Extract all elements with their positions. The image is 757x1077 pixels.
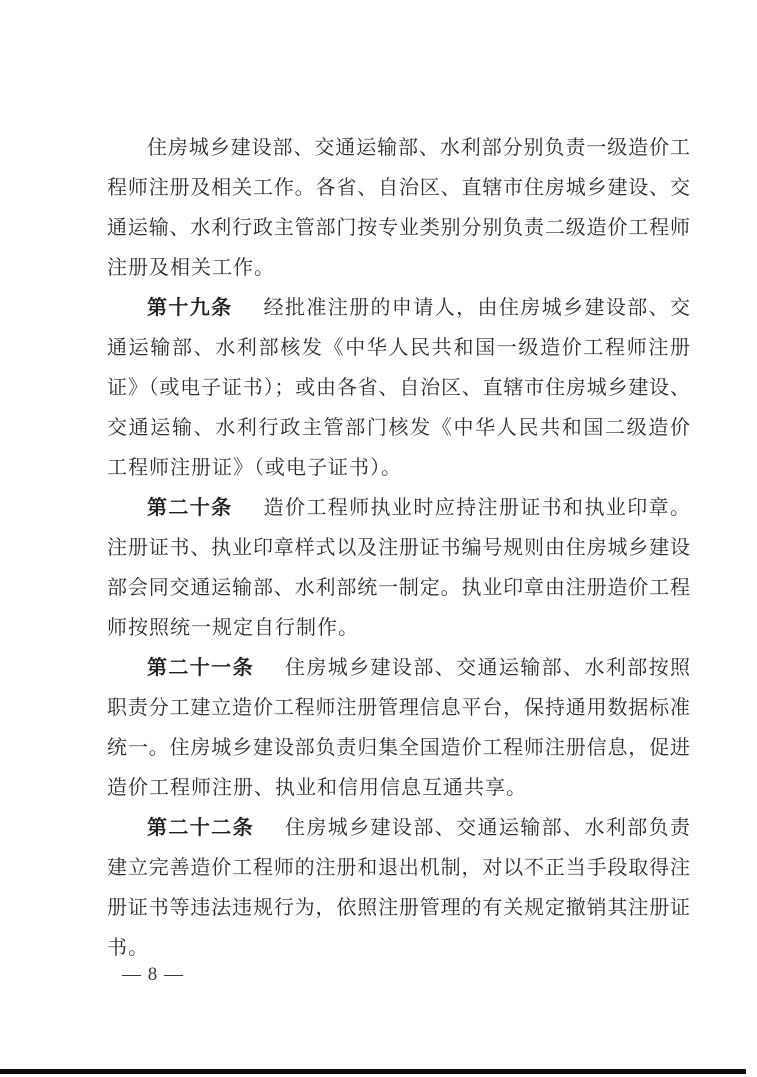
- text-line: [107, 408, 690, 448]
- text-line-content: 注册及相关工作。: [107, 257, 275, 279]
- text-line: [107, 128, 690, 168]
- page-number: — 8 —: [122, 964, 184, 985]
- text-line-content: 造价工程师注册、执业和信用信息互通共享。: [107, 777, 527, 799]
- page-bottom-scan-edge: [0, 1069, 746, 1074]
- text-line-content: 住房城乡建设部、交通运输部、水利部分别负责一级造价工: [147, 137, 690, 159]
- text-line-content: 统一。住房城乡建设部负责归集全国造价工程师注册信息，促进: [107, 737, 690, 759]
- text-line-content: 证》（或电子证书）；或由各省、自治区、直辖市住房城乡建设、: [107, 377, 690, 399]
- text-line: [107, 208, 690, 248]
- text-line-content: 交通运输、水利行政主管部门核发《中华人民共和国二级造价: [107, 417, 690, 439]
- text-line: [107, 688, 690, 728]
- text-line: [107, 648, 690, 688]
- text-line-content: 册证书等违法违规行为，依照注册管理的有关规定撤销其注册证: [107, 897, 690, 919]
- text-line-content: 通运输、水利行政主管部门按专业类别分别负责二级造价工程师: [107, 217, 690, 239]
- text-line: [107, 248, 690, 288]
- text-line-content: 造价工程师执业时应持注册证书和执业印章。: [263, 497, 691, 519]
- article-heading: 第十九条: [147, 297, 233, 319]
- text-line-content: 工程师注册证》（或电子证书）。: [107, 457, 402, 479]
- text-line: [107, 608, 690, 648]
- text-line: [107, 568, 690, 608]
- article-heading: 第二十二条: [147, 817, 254, 839]
- text-line: [107, 448, 690, 488]
- text-line: [107, 368, 690, 408]
- text-line-content: 通运输部、水利部核发《中华人民共和国一级造价工程师注册: [107, 337, 690, 359]
- text-line: [107, 288, 690, 328]
- text-line-content: 部会同交通运输部、水利部统一制定。执业印章由注册造价工程: [107, 577, 690, 599]
- text-line-content: 职责分工建立造价工程师注册管理信息平台，保持通用数据标准: [107, 697, 690, 719]
- article-heading: 第二十一条: [147, 657, 254, 679]
- text-line: [107, 328, 690, 368]
- text-line-content: 住房城乡建设部、交通运输部、水利部按照: [284, 657, 691, 679]
- text-line: [107, 168, 690, 208]
- text-line: [107, 808, 690, 848]
- text-line-content: 程师注册及相关工作。各省、自治区、直辖市住房城乡建设、交: [107, 177, 690, 199]
- text-line-content: 注册证书、执业印章样式以及注册证书编号规则由住房城乡建设: [107, 537, 690, 559]
- text-line: [107, 848, 690, 888]
- text-line: [107, 888, 690, 928]
- text-line: [107, 928, 690, 968]
- text-line: [107, 768, 690, 808]
- text-line-content: 建立完善造价工程师的注册和退出机制，对以不正当手段取得注: [107, 857, 690, 879]
- text-line-content: 住房城乡建设部、交通运输部、水利部负责: [284, 817, 691, 839]
- text-line: [107, 488, 690, 528]
- text-line: [107, 528, 690, 568]
- text-line: [107, 728, 690, 768]
- text-line-content: 师按照统一规定自行制作。: [107, 617, 359, 639]
- text-line-content: 经批准注册的申请人，由住房城乡建设部、交: [263, 297, 691, 319]
- article-heading: 第二十条: [147, 497, 233, 519]
- document-body: [107, 128, 690, 968]
- text-line-content: 书。: [107, 937, 149, 959]
